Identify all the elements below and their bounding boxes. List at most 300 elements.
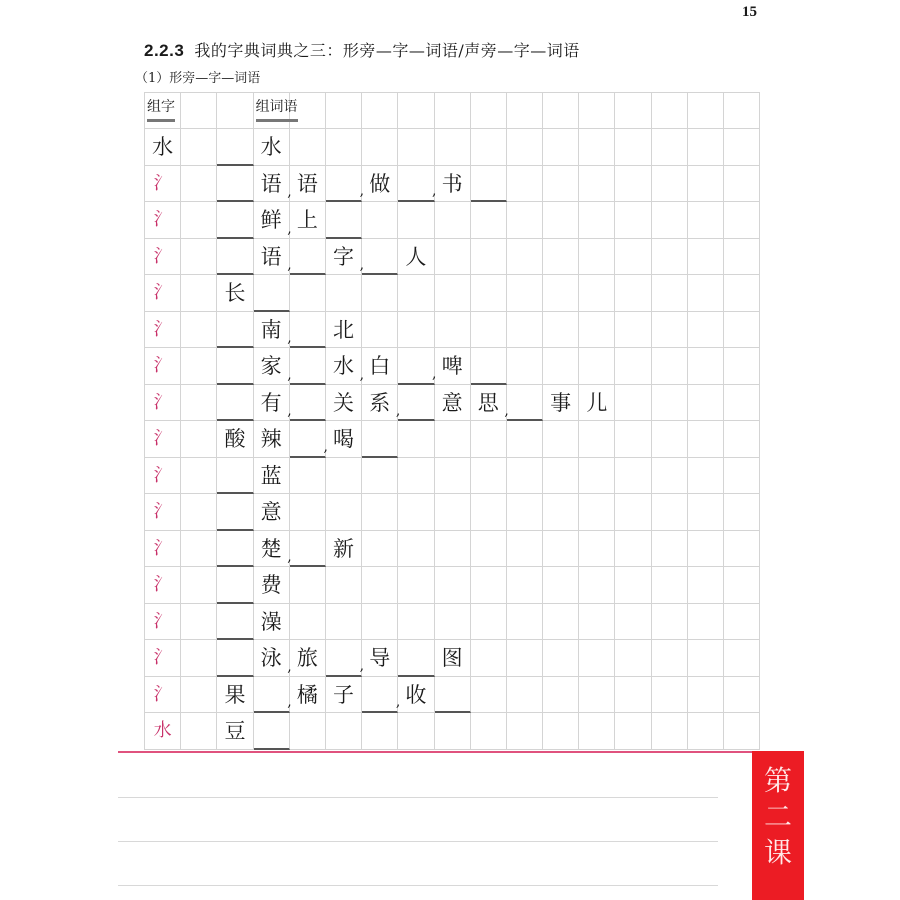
empty-cell [579,604,615,641]
empty-cell [724,713,760,750]
fill-blank[interactable] [471,348,507,385]
empty-cell [615,531,651,568]
comma: , [323,438,328,455]
character: 氵 [153,318,172,340]
empty-cell [507,640,543,677]
empty-cell [398,713,434,750]
fill-blank[interactable] [362,677,401,714]
fill-blank[interactable] [217,458,253,495]
fill-blank[interactable] [217,312,253,349]
comma: , [287,366,292,383]
fill-blank[interactable] [435,677,471,714]
fill-blank[interactable] [507,385,543,422]
lesson-tab [752,751,804,900]
empty-cell [579,129,615,166]
header-cell [543,93,579,129]
fill-blank[interactable] [217,494,253,531]
page-number: 15 [742,4,757,20]
character-cell [326,312,362,349]
empty-cell [181,567,217,604]
empty-cell [398,202,434,239]
empty-cell [579,275,615,312]
fill-blank[interactable] [254,713,290,750]
empty-cell [615,677,651,714]
fill-blank[interactable] [217,166,253,203]
character: 新 [333,536,355,561]
character: 字 [333,244,355,269]
header-cell [471,93,507,129]
empty-cell [435,604,471,641]
character-cell [435,640,471,677]
empty-cell [543,494,579,531]
empty-cell [435,713,471,750]
character: 语 [260,244,282,269]
radical-cell [145,567,181,604]
fill-blank[interactable] [398,166,437,203]
section-number: 2.2.3 [144,41,185,60]
fill-blank[interactable] [217,348,253,385]
empty-cell [290,275,326,312]
empty-cell [181,604,217,641]
fill-blank[interactable] [290,385,326,422]
character-cell [254,385,290,422]
header-cell [398,93,434,129]
empty-cell [290,567,326,604]
fill-blank[interactable] [217,640,253,677]
empty-cell [724,275,760,312]
empty-cell [435,239,471,276]
empty-cell [579,458,615,495]
fill-blank[interactable] [326,640,365,677]
empty-cell [615,129,651,166]
fill-blank[interactable] [217,385,253,422]
empty-cell [652,677,688,714]
empty-cell [579,531,615,568]
character: 鲜 [260,208,282,232]
empty-cell [543,202,579,239]
comma: , [359,257,365,273]
character: 意 [260,500,282,524]
character-cell [359,640,398,677]
radical-cell [145,348,181,385]
comma: , [287,403,292,419]
empty-cell [435,494,471,531]
character: 氵 [153,464,172,486]
empty-cell [724,385,760,422]
empty-cell [543,677,579,714]
empty-cell [181,458,217,495]
empty-cell [326,275,362,312]
empty-cell [398,312,434,349]
character: 书 [441,171,463,196]
empty-cell [181,385,217,422]
empty-cell [507,421,543,458]
empty-cell [362,275,398,312]
empty-cell [652,640,688,677]
comma: , [432,365,437,382]
empty-cell [543,166,579,203]
character: 北 [333,317,355,342]
radical-cell [145,166,181,203]
empty-cell [398,458,434,495]
character: 啤 [441,354,463,378]
character: 费 [260,573,282,597]
fill-blank[interactable] [359,239,398,276]
character: 旅 [296,646,318,670]
header-cell [435,93,471,129]
character-cell [217,713,253,750]
character: 收 [405,682,427,707]
empty-cell [543,531,579,568]
character: 水 [152,135,174,159]
character: 事 [550,390,572,415]
character: 氵 [153,282,172,303]
empty-cell [615,458,651,495]
empty-cell [615,604,651,641]
empty-cell [181,531,217,568]
fill-blank[interactable] [290,312,326,349]
character: 氵 [153,355,172,376]
fill-blank[interactable] [398,640,434,677]
writing-line[interactable] [118,885,718,886]
empty-cell [507,458,543,495]
lesson-tab-char: 二 [763,800,792,833]
empty-cell [507,531,543,568]
fill-blank[interactable] [290,531,326,568]
character: 做 [369,171,391,196]
empty-cell [724,494,760,531]
empty-cell [543,239,579,276]
empty-cell [579,640,615,677]
empty-cell [362,567,398,604]
character-cell [290,640,326,677]
comma: , [359,183,365,199]
character-cell [435,348,471,385]
empty-cell [579,166,615,203]
header-cell [507,93,543,129]
empty-cell [471,129,507,166]
empty-cell [398,129,434,166]
character-cell [254,640,290,677]
empty-cell [688,421,724,458]
empty-cell [543,458,579,495]
header-cell [688,93,724,129]
writing-line[interactable] [118,841,718,842]
character: 喝 [333,427,355,451]
empty-cell [326,494,362,531]
header-cell [615,93,651,129]
character-cell [326,531,362,568]
character: 果 [224,682,246,707]
character: 氵 [153,683,172,705]
comma: , [395,694,401,710]
fill-blank[interactable] [290,348,326,385]
character-cell [145,129,181,166]
character-cell [359,348,398,385]
empty-cell [362,604,398,641]
empty-cell [471,275,507,312]
character: 酸 [224,427,246,451]
comma: , [432,183,437,199]
empty-cell [652,494,688,531]
empty-cell [724,239,760,276]
empty-cell [181,494,217,531]
character: 儿 [586,390,608,415]
character-grid [144,92,760,750]
character: 氵 [153,537,172,559]
character-cell [254,458,290,495]
header-label-zuciyu: 组词语 [256,99,298,122]
empty-cell [326,567,362,604]
empty-cell [724,129,760,166]
radical-cell [145,275,181,312]
character: 氵 [153,501,172,522]
fill-blank[interactable] [217,604,253,641]
character: 系 [369,390,391,415]
empty-cell [652,713,688,750]
comma: , [504,403,509,419]
empty-cell [579,348,615,385]
empty-cell [362,531,398,568]
fill-blank[interactable] [326,202,362,239]
empty-cell [688,640,724,677]
empty-cell [471,239,507,276]
empty-cell [435,312,471,349]
character: 关 [333,390,355,415]
character: 家 [260,354,282,378]
fill-blank[interactable] [217,202,253,239]
radical-cell [145,458,181,495]
empty-cell [543,312,579,349]
empty-cell [507,677,543,714]
character: 人 [405,244,427,269]
empty-cell [688,567,724,604]
header-cell [217,93,253,129]
radical-cell [145,421,181,458]
empty-cell [688,275,724,312]
character: 水 [260,135,282,159]
empty-cell [688,458,724,495]
radical-cell [145,202,181,239]
empty-cell [724,202,760,239]
fill-blank[interactable] [217,567,253,604]
character-cell [254,239,290,276]
empty-cell [688,531,724,568]
character-cell [435,385,471,422]
fill-blank[interactable] [290,421,326,458]
character-cell [217,275,253,312]
empty-cell [435,567,471,604]
empty-cell [724,531,760,568]
empty-cell [652,239,688,276]
empty-cell [398,421,434,458]
radical-cell [145,604,181,641]
empty-cell [652,202,688,239]
empty-cell [688,202,724,239]
radical-cell [145,385,181,422]
character: 氵 [153,610,172,632]
empty-cell [688,348,724,385]
empty-cell [724,421,760,458]
character: 上 [296,208,318,232]
empty-cell [507,604,543,641]
fill-blank[interactable] [471,166,507,203]
character: 南 [260,317,282,342]
empty-cell [290,604,326,641]
empty-cell [652,275,688,312]
empty-cell [290,494,326,531]
empty-cell [398,531,434,568]
character: 导 [369,646,391,670]
empty-cell [181,275,217,312]
fill-blank[interactable] [398,348,437,385]
empty-cell [507,166,543,203]
empty-cell [507,202,543,239]
character-cell [395,677,434,714]
empty-cell [688,129,724,166]
empty-cell [326,604,362,641]
empty-cell [507,348,543,385]
empty-cell [724,567,760,604]
character: 氵 [153,172,172,194]
header-cell [724,93,760,129]
character: 意 [441,390,463,415]
section-title-text: 我的字典词典之三：形旁—字—词语/声旁—字—词语 [194,41,580,60]
empty-cell [362,458,398,495]
character-cell [254,348,290,385]
empty-cell [507,494,543,531]
empty-cell [652,129,688,166]
header-cell [145,93,181,129]
comma: , [359,657,365,674]
header-cell [326,93,362,129]
empty-cell [435,129,471,166]
comma: , [287,694,292,710]
character-cell [254,202,290,239]
empty-cell [724,166,760,203]
empty-cell [615,202,651,239]
comma: , [287,549,292,565]
empty-cell [688,166,724,203]
comma: , [359,366,365,383]
empty-cell [181,129,217,166]
character-cell [326,421,362,458]
empty-cell [543,640,579,677]
empty-cell [688,494,724,531]
comma: , [287,257,292,273]
empty-cell [543,713,579,750]
character-cell [217,677,253,714]
empty-cell [290,458,326,495]
character-cell [290,677,326,714]
empty-cell [362,312,398,349]
empty-cell [471,494,507,531]
empty-cell [398,275,434,312]
empty-cell [362,713,398,750]
lesson-tab-char: 课 [763,836,792,869]
empty-cell [652,348,688,385]
character: 有 [260,390,282,415]
character: 氵 [153,245,172,267]
fill-blank[interactable] [254,275,290,312]
character-cell [290,166,326,203]
writing-line[interactable] [118,797,718,798]
empty-cell [435,421,471,458]
character-cell [326,385,362,422]
character: 橘 [296,682,318,707]
empty-cell [688,604,724,641]
character: 蓝 [260,463,282,488]
fill-blank[interactable] [217,129,253,166]
empty-cell [471,640,507,677]
fill-blank[interactable] [326,166,365,203]
header-cell [290,93,326,129]
character: 澡 [260,609,282,634]
empty-cell [724,640,760,677]
empty-cell [543,275,579,312]
empty-cell [543,129,579,166]
header-cell [254,93,298,129]
empty-cell [398,494,434,531]
empty-cell [471,458,507,495]
empty-cell [615,166,651,203]
comma: , [287,220,292,237]
empty-cell [471,421,507,458]
header-cell [362,93,398,129]
empty-cell [543,604,579,641]
empty-cell [615,494,651,531]
character: 思 [477,390,499,415]
character: 泳 [260,646,282,670]
empty-cell [181,640,217,677]
empty-cell [543,567,579,604]
character: 氵 [153,647,172,668]
empty-cell [435,531,471,568]
character: 氵 [153,391,172,413]
empty-cell [652,421,688,458]
fill-blank[interactable] [395,385,434,422]
empty-cell [181,312,217,349]
character: 水 [333,354,355,378]
empty-cell [435,275,471,312]
fill-blank[interactable] [290,239,326,276]
comma: , [287,330,292,346]
header-cell [652,93,688,129]
empty-cell [181,421,217,458]
empty-cell [326,129,362,166]
empty-cell [652,166,688,203]
character-cell [254,604,290,641]
radical-cell [145,713,181,750]
empty-cell [543,348,579,385]
character-cell [326,239,365,276]
header-cell [579,93,615,129]
empty-cell [688,312,724,349]
fill-blank[interactable] [217,239,253,276]
empty-cell [724,312,760,349]
empty-cell [579,421,615,458]
fill-blank[interactable] [217,531,253,568]
character: 白 [369,354,391,378]
empty-cell [615,312,651,349]
character-cell [543,385,579,422]
fill-blank[interactable] [362,421,398,458]
empty-cell [579,713,615,750]
empty-cell [181,239,217,276]
fill-blank[interactable] [254,677,290,714]
empty-cell [615,239,651,276]
empty-cell [579,239,615,276]
